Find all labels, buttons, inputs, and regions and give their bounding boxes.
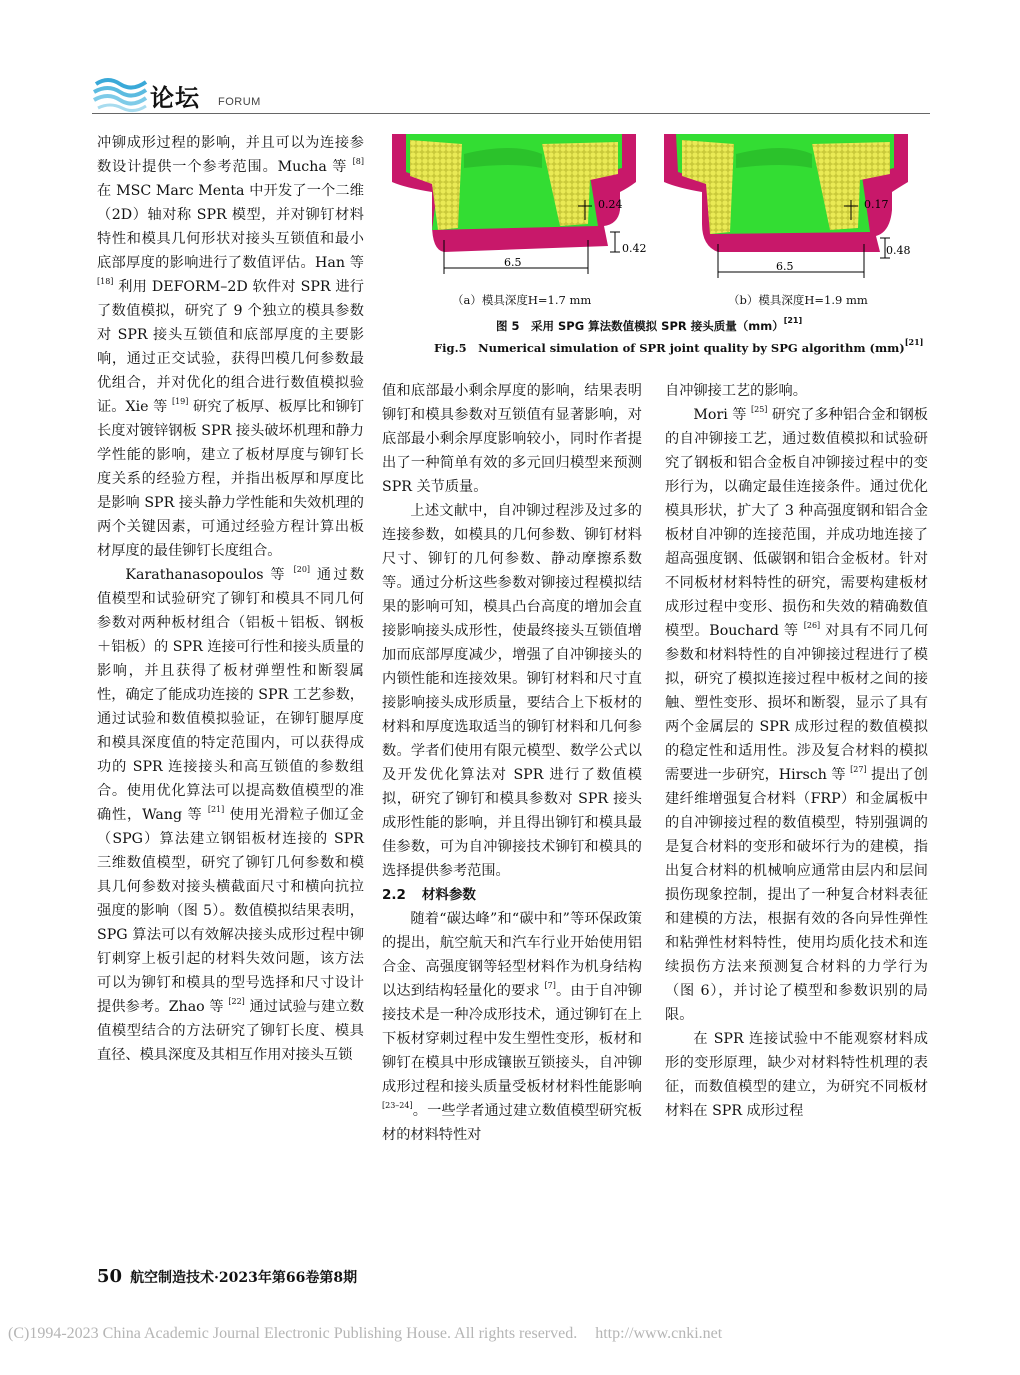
paragraph: 在 SPR 连接试验中不能观察材料成形的变形原理，缺少对材料特性机理的表征，而数值模型的建立，为研究不同板材材料在 SPR 成形过程 bbox=[665, 1031, 928, 1119]
subcaption-b: （b）模具深度H=1.9 mm bbox=[728, 293, 868, 307]
section-heading: 2.2 材料参数 bbox=[382, 887, 476, 903]
dim-a-1: 0.24 bbox=[598, 198, 623, 211]
paragraph: 冲铆成形过程的影响，并且可以为连接参数设计提供一个参考范围。Mucha 等 [8] 在 MSC Marc Menta 中开发了一个二维（2D）轴对称 SPR 模型，并对铆钉材料特性和模具几何形状对接头互锁值和最小底部厚度的影响进行了数值评估。Han 等 [18] 利用 DEFORM–2D 软件对 SPR 进行了数值模拟，研究了 9 个独立的模具参数对 SPR 接头互锁值和底部厚度的主要影响，通过正交试验，获得凹模几何参数最优组合，并对优化的组合进行数值模拟验证。Xie 等 [19] 研究了板厚、板厚比和铆钉长度对镀锌钢板 SPR 接头破坏机理和静力学性能的影响，建立了板材厚度与铆钉长度关系的经验方程，并指出板厚和厚度比是影响 SPR 接头静力学性能和失效机理的两个关键因素，可通过经验方程计算出板材厚度的最佳铆钉长度组合。 bbox=[97, 135, 364, 559]
paragraph: 值和底部最小剩余厚度的影响，结果表明铆钉和模具参数对互锁值有显著影响，对底部最小剩余厚度影响较小，同时作者提出了一种简单有效的多元回归模型来预测 SPR 关节质量。 bbox=[382, 383, 642, 495]
dim-b-1: 0.17 bbox=[864, 198, 889, 211]
header-rule bbox=[92, 113, 930, 114]
wave-logo-icon bbox=[92, 74, 148, 114]
page-footer bbox=[97, 1266, 357, 1287]
panel-b-drawing bbox=[664, 128, 908, 253]
cnki-link[interactable]: http://www.cnki.net bbox=[595, 1325, 723, 1342]
paragraph: 上述文献中，自冲铆过程涉及过多的连接参数，如模具的几何参数、铆钉材料尺寸、铆钉的几何参数、静动摩擦系数等。通过分析这些参数对铆接过程模拟结果的影响可知，模具凸台高度的增加会直接影响接头成形性，使最终接头互锁值增加而底部厚度减少，增强了自冲铆接头的内锁性能和连接效果。铆钉材料和尺寸直接影响接头成形质量，要结合上下板材的材料和厚度选取适当的铆钉材料和几何参数。学者们使用有限元模型、数学公式以及开发优化算法对 SPR 进行了数值模拟，研究了铆钉和模具参数对 SPR 接头成形性能的影响，并且得出铆钉和模具最佳参数，可为自冲铆接技术铆钉和模具的选择提供参考范围。 bbox=[382, 503, 642, 879]
paragraph: 自冲铆接工艺的影响。 bbox=[665, 383, 807, 399]
paragraph: 随着“碳达峰”和“碳中和”等环保政策的提出，航空航天和汽车行业开始使用铝合金、高强度钢等轻型材料作为机身结构以达到结构轻量化的要求 [7]。由于自冲铆接技术是一种冷成形技术，通过铆钉在上下板材穿刺过程中发生塑性变形，板材和铆钉在模具中形成镶嵌互锁接头，自冲铆成形过程和接头质量受板材材料性能影响 [23–24]。一些学者通过建立数值模型研究板材的材料特性对 bbox=[382, 911, 642, 1143]
section-label: FORUM bbox=[218, 96, 261, 108]
dim-b-3: 6.5 bbox=[776, 260, 794, 273]
paragraph: Mori 等 [25] 研究了多种铝合金和钢板的自冲铆接工艺，通过数值模拟和试验研究了钢板和铝合金板自冲铆接过程中的变形行为，以确定最佳连接条件。通过优化模具形状，扩大了 3 种高强度钢和铝合金板材自冲铆的连接范围，并成功地连接了超高强度钢、低碳钢和铝合金板材。针对不同板材材料特性的研究，需要构建板材成形过程中变形、损伤和失效的精确数值模型。Bouchard 等 [26] 对具有不同几何参数和材料特性的自冲铆接过程进行了模拟，研究了模拟连接过程中板材之间的接触、塑性变形、损坏和断裂，显示了具有两个金属层的 SPR 成形过程的数值模拟的稳定性和适用性。涉及复合材料的模拟需要进一步研究，Hirsch 等 [27] 提出了创建纤维增强复合材料（FRP）和金属板中的自冲铆接过程的数值模型，特别强调的是复合材料的变形和破坏行为的建模，指出复合材料的机械响应通常由层内和层间损伤现象控制，提出了一种复合材料表征和建模的方法，根据有效的各向异性弹性和粘弹性材料特性，使用均质化技术和连续损伤方法来预测复合材料的力学行为（图 6），并讨论了模型和参数识别的局限。 bbox=[665, 405, 929, 1023]
figure-caption-en: Fig.5 Numerical simulation of SPR joint quality by SPG algorithm (mm)[21] bbox=[434, 337, 924, 355]
figure-5 bbox=[392, 128, 928, 288]
dim-a-3: 6.5 bbox=[504, 256, 522, 269]
column-2 bbox=[382, 379, 642, 1147]
paragraph: Karathanasopoulos 等 [20] 通过数值模型和试验研究了铆钉和模具不同几何参数对两种板材组合（铝板＋铝板、钢板＋铝板）的 SPR 连接可行性和接头质量的影响，并且获得了板材弹塑性和断裂属性，确定了能成功连接的 SPR 工艺参数，通过试验和数值模拟验证，在铆钉腿厚度和模具深度值的特定范围内，可以获得成功的 SPR 连接接头和高互锁值的参数组合。使用优化算法可以提高数值模型的准确性，Wang 等 [21] 使用光滑粒子伽辽金（SPG）算法建立钢铝板材连接的 SPR 三维数值模型，研究了铆钉几何参数和模具几何参数对接头横截面尺寸和横向抗拉强度的影响（图 5）。数值模拟结果表明，SPG 算法可以有效解决接头成形过程中铆钉刺穿上板引起的材料失效问题，该方法可以为铆钉和模具的型号选择和尺寸设计提供参考。Zhao 等 [22] 通过试验与建立数值模型结合的方法研究了铆钉长度、模具直径、模具深度及其相互作用对接头互锁 bbox=[97, 565, 365, 1063]
page-number: 50 bbox=[97, 1266, 123, 1287]
copyright-line: (C)1994-2023 China Academic Journal Electronic Publishing House. All rights reserved. http://www.cnki.net bbox=[8, 1325, 723, 1342]
journal-name: 航空制造技术·2023年第66卷第8期 bbox=[130, 1270, 358, 1286]
dim-b-2: 0.48 bbox=[886, 244, 911, 257]
logo-text: 论坛 bbox=[150, 84, 200, 112]
column-1 bbox=[97, 131, 364, 1067]
column-3 bbox=[665, 379, 928, 1123]
dim-a-2: 0.42 bbox=[622, 242, 647, 255]
panel-a-drawing bbox=[392, 128, 636, 253]
subcaption-a: （a）模具深度H=1.7 mm bbox=[452, 293, 592, 307]
figure-caption-cn: 图 5 采用 SPG 算法数值模拟 SPR 接头质量（mm）[21] bbox=[496, 316, 803, 333]
